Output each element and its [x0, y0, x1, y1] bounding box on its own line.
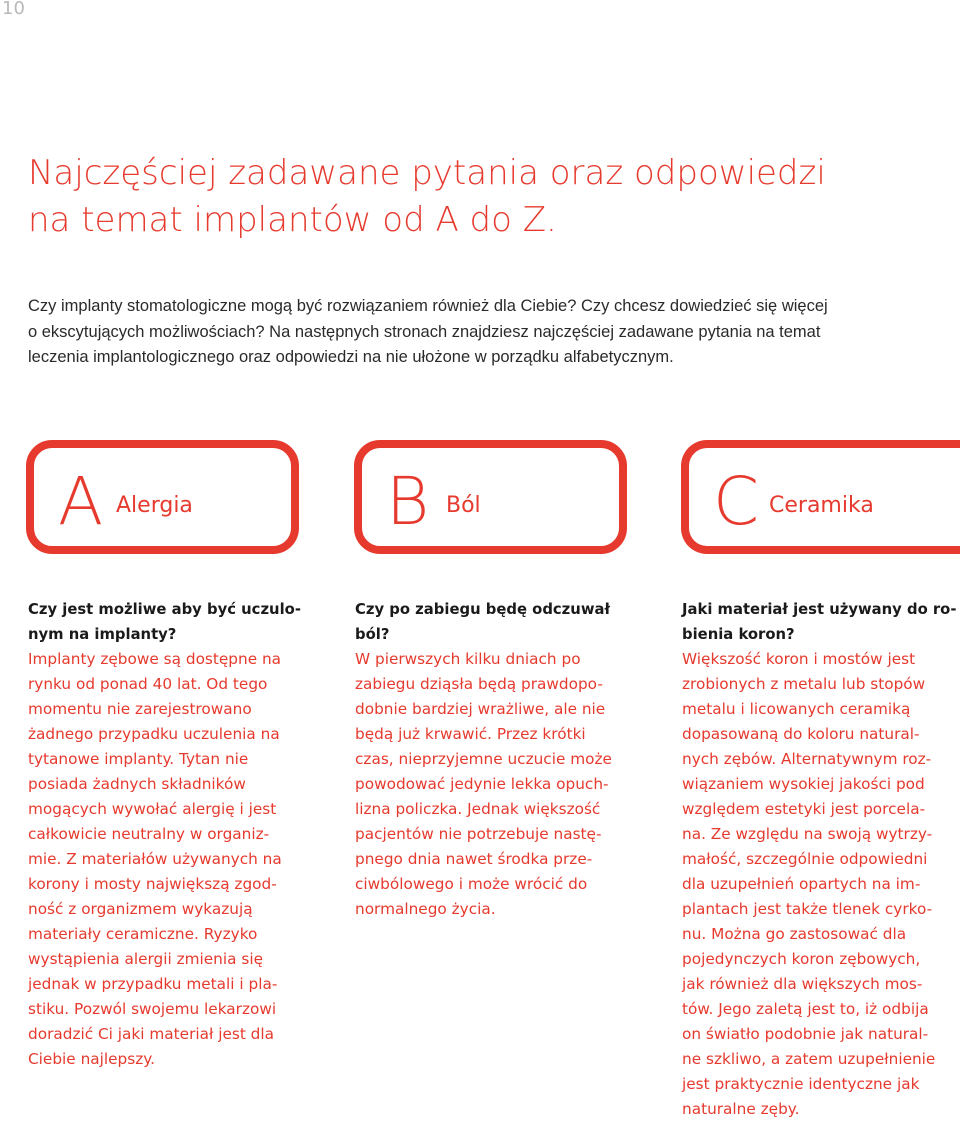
faq-answer [28, 647, 308, 1072]
answer-line: mogących wywołać alergię i jest [28, 800, 277, 818]
answer-line: ność z organizmem wykazują [28, 900, 253, 918]
answer-line: względem estetyki jest porcela- [682, 800, 926, 818]
answer-line: Ciebie najlepszy. [28, 1050, 155, 1068]
answer-line: pacjentów nie potrzebuje nastę- [355, 825, 602, 843]
answer-line: zabiegu dziąsła będą prawdopo- [355, 675, 603, 693]
section-heading: Alergia [116, 493, 193, 518]
answer-line: materiały ceramiczne. Ryzyko [28, 925, 258, 943]
answer-line: małość, szczególnie odpowiedni [682, 850, 928, 868]
answer-line: doradzić Ci jaki materiał jest dla [28, 1025, 275, 1043]
answer-line: naturalne zęby. [682, 1100, 800, 1118]
answer-line: wiązaniem wysokiej jakości pod [682, 775, 925, 793]
answer-line: dobnie bardziej wrażliwe, ale nie [355, 700, 606, 718]
answer-line: Implanty zębowe są dostępne na [28, 650, 282, 668]
answer-line: Większość koron i mostów jest [682, 650, 916, 668]
section-letter: C [713, 463, 760, 540]
answer-line: mie. Z materiałów używanych na [28, 850, 282, 868]
answer-line: dopasowaną do koloru natural- [682, 725, 920, 743]
answer-line: jednak w przypadku metali i pla- [28, 975, 278, 993]
intro-line: o ekscytujących możliwościach? Na następnych stronach znajdziesz najczęściej zadawane pytania na temat [28, 322, 821, 341]
faq-column-a [28, 597, 308, 1072]
answer-line: będą już krwawić. Przez krótki [355, 725, 586, 743]
title-line: Najczęściej zadawane pytania oraz odpowiedzi [28, 153, 826, 193]
intro-paragraph [28, 294, 928, 371]
answer-line: rynku od ponad 40 lat. Od tego [28, 675, 268, 693]
answer-line: ciwbólowego i może wrócić do [355, 875, 588, 893]
intro-line: leczenia implantologicznego oraz odpowiedzi na nie ułożone w porządku alfabetycznym. [28, 348, 674, 366]
answer-line: dla uzupełnień opartych na im- [682, 875, 921, 893]
faq-answer [355, 647, 635, 922]
answer-line: on światło podobnie jak natural- [682, 1025, 929, 1043]
faq-question [28, 597, 308, 647]
letter-box-a [26, 440, 299, 554]
answer-line: zrobionych z metalu lub stopów [682, 675, 926, 693]
intro-line: Czy implanty stomatologiczne mogą być rozwiązaniem również dla Ciebie? Czy chcesz dowiedzieć się więcej [28, 297, 828, 315]
question-line: Czy jest możliwe aby być uczulo- [28, 601, 301, 618]
answer-line: tytanowe implanty. Tytan nie [28, 750, 249, 768]
answer-line: na. Ze względu na swoją wytrzy- [682, 825, 933, 843]
page-number: 10 [2, 0, 25, 19]
answer-line: żadnego przypadku uczulenia na [28, 725, 280, 743]
answer-line: nu. Można go zastosować dla [682, 925, 907, 943]
answer-line: czas, nieprzyjemne uczucie może [355, 750, 612, 768]
question-line: Czy po zabiegu będę odczuwał [355, 601, 610, 618]
answer-line: jest praktycznie identyczne jak [682, 1075, 920, 1093]
answer-line: wystąpienia alergii zmienia się [28, 950, 263, 968]
question-line: ból? [355, 626, 390, 643]
faq-column-c [682, 597, 960, 1122]
answer-line: jak również dla większych mos- [682, 975, 923, 993]
answer-line: powodować jedynie lekka opuch- [355, 775, 609, 793]
page-title [28, 150, 928, 244]
answer-line: pojedynczych koron zębowych, [682, 950, 921, 968]
answer-line: momentu nie zarejestrowano [28, 700, 252, 718]
answer-line: plantach jest także tlenek cyrko- [682, 900, 933, 918]
faq-question [355, 597, 635, 647]
section-letter: B [386, 463, 430, 540]
answer-line: normalnego życia. [355, 900, 496, 918]
faq-answer [682, 647, 960, 1122]
faq-question [682, 597, 960, 647]
answer-line: W pierwszych kilku dniach po [355, 650, 581, 668]
letter-box-c [681, 440, 960, 554]
section-heading: Ceramika [769, 493, 874, 518]
answer-line: pnego dnia nawet środka prze- [355, 850, 593, 868]
title-line: na temat implantów od A do Z. [28, 200, 557, 240]
answer-line: ne szkliwo, a zatem uzupełnienie [682, 1050, 936, 1068]
answer-line: lizna policzka. Jednak większość [355, 800, 601, 818]
answer-line: całkowicie neutralny w organiz- [28, 825, 270, 843]
question-line: bienia koron? [682, 626, 795, 643]
answer-line: stiku. Pozwól swojemu lekarzowi [28, 1000, 277, 1018]
section-letter: A [58, 463, 104, 540]
answer-line: tów. Jego zaletą jest to, iż odbija [682, 1000, 929, 1018]
faq-column-b [355, 597, 635, 922]
question-line: nym na implanty? [28, 626, 177, 643]
section-heading: Ból [446, 493, 481, 518]
answer-line: nych zębów. Alternatywnym roz- [682, 750, 932, 768]
answer-line: posiada żadnych składników [28, 775, 246, 793]
answer-line: korony i mosty największą zgod- [28, 875, 277, 893]
letter-box-b [354, 440, 627, 554]
answer-line: metalu i licowanych ceramiką [682, 700, 911, 718]
question-line: Jaki materiał jest używany do ro- [682, 601, 957, 618]
